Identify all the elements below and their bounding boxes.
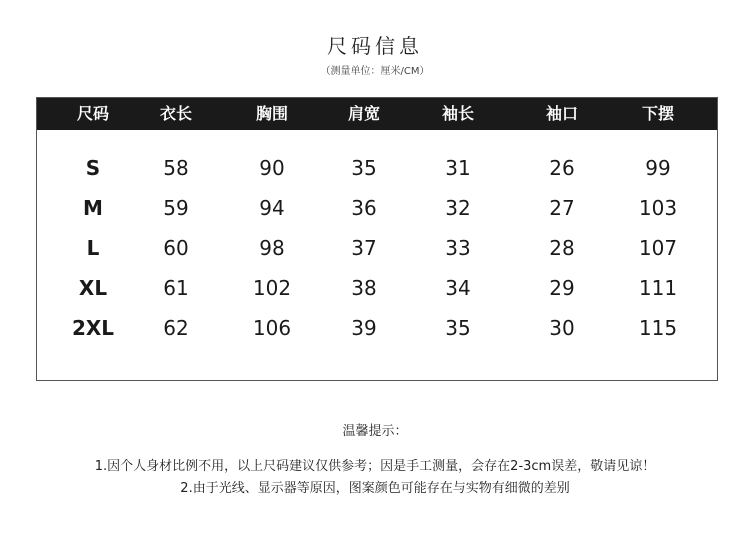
row-hem-cell: 99 [645,156,671,180]
row-shoulder-cell: 36 [351,196,377,220]
row-chest-cell: 102 [252,276,292,300]
row-size-cell: S [85,156,101,180]
row-sleeve-cell: 34 [445,276,471,300]
header-length: 衣长 [159,104,192,123]
row-hem-cell: 107 [638,236,678,260]
row-length-cell: 62 [163,316,189,340]
header-cuff: 袖口 [545,104,578,123]
header-shoulder: 肩宽 [347,104,380,123]
row-size-cell: L [86,236,100,260]
row-cuff-cell: 26 [549,156,575,180]
tips-title: 温馨提示： [342,424,408,439]
row-hem-cell: 103 [638,196,678,220]
page-title: 尺码信息 [327,34,423,58]
table-row [37,148,717,188]
row-sleeve-cell: 33 [445,236,471,260]
size-table [36,97,718,381]
row-length-cell: 58 [163,156,189,180]
row-cuff-cell: 27 [549,196,575,220]
row-chest-cell: 90 [259,156,285,180]
header-sleeve-length: 袖长 [441,104,474,123]
table-row [37,308,717,348]
measurement-unit-note: （测量单位：厘米/CM） [320,66,430,77]
tip-item: 1.因个人身材比例不用，以上尺码建议仅供参考；因是手工测量，会存在2-3cm误差，敬请见谅！ [94,459,656,474]
table-row [37,188,717,228]
table-header-row [37,98,717,130]
row-chest-cell: 98 [259,236,285,260]
row-size-cell: 2XL [71,316,115,340]
row-chest-cell: 94 [259,196,285,220]
row-cuff-cell: 28 [549,236,575,260]
row-sleeve-cell: 35 [445,316,471,340]
row-hem-cell: 111 [638,276,678,300]
row-sleeve-cell: 31 [445,156,471,180]
table-row [37,228,717,268]
row-length-cell: 61 [163,276,189,300]
row-sleeve-cell: 32 [445,196,471,220]
tip-item: 2.由于光线、显示器等原因，图案颜色可能存在与实物有细微的差别 [180,481,570,496]
table-row [37,268,717,308]
row-cuff-cell: 29 [549,276,575,300]
header-chest: 胸围 [255,104,288,123]
row-chest-cell: 106 [252,316,292,340]
row-length-cell: 59 [163,196,189,220]
row-length-cell: 60 [163,236,189,260]
row-shoulder-cell: 39 [351,316,377,340]
row-hem-cell: 115 [638,316,678,340]
row-size-cell: M [83,196,103,220]
header-hem: 下摆 [641,104,674,123]
row-shoulder-cell: 35 [351,156,377,180]
row-shoulder-cell: 37 [351,236,377,260]
row-cuff-cell: 30 [549,316,575,340]
row-shoulder-cell: 38 [351,276,377,300]
row-size-cell: XL [78,276,108,300]
header-size: 尺码 [76,104,109,123]
